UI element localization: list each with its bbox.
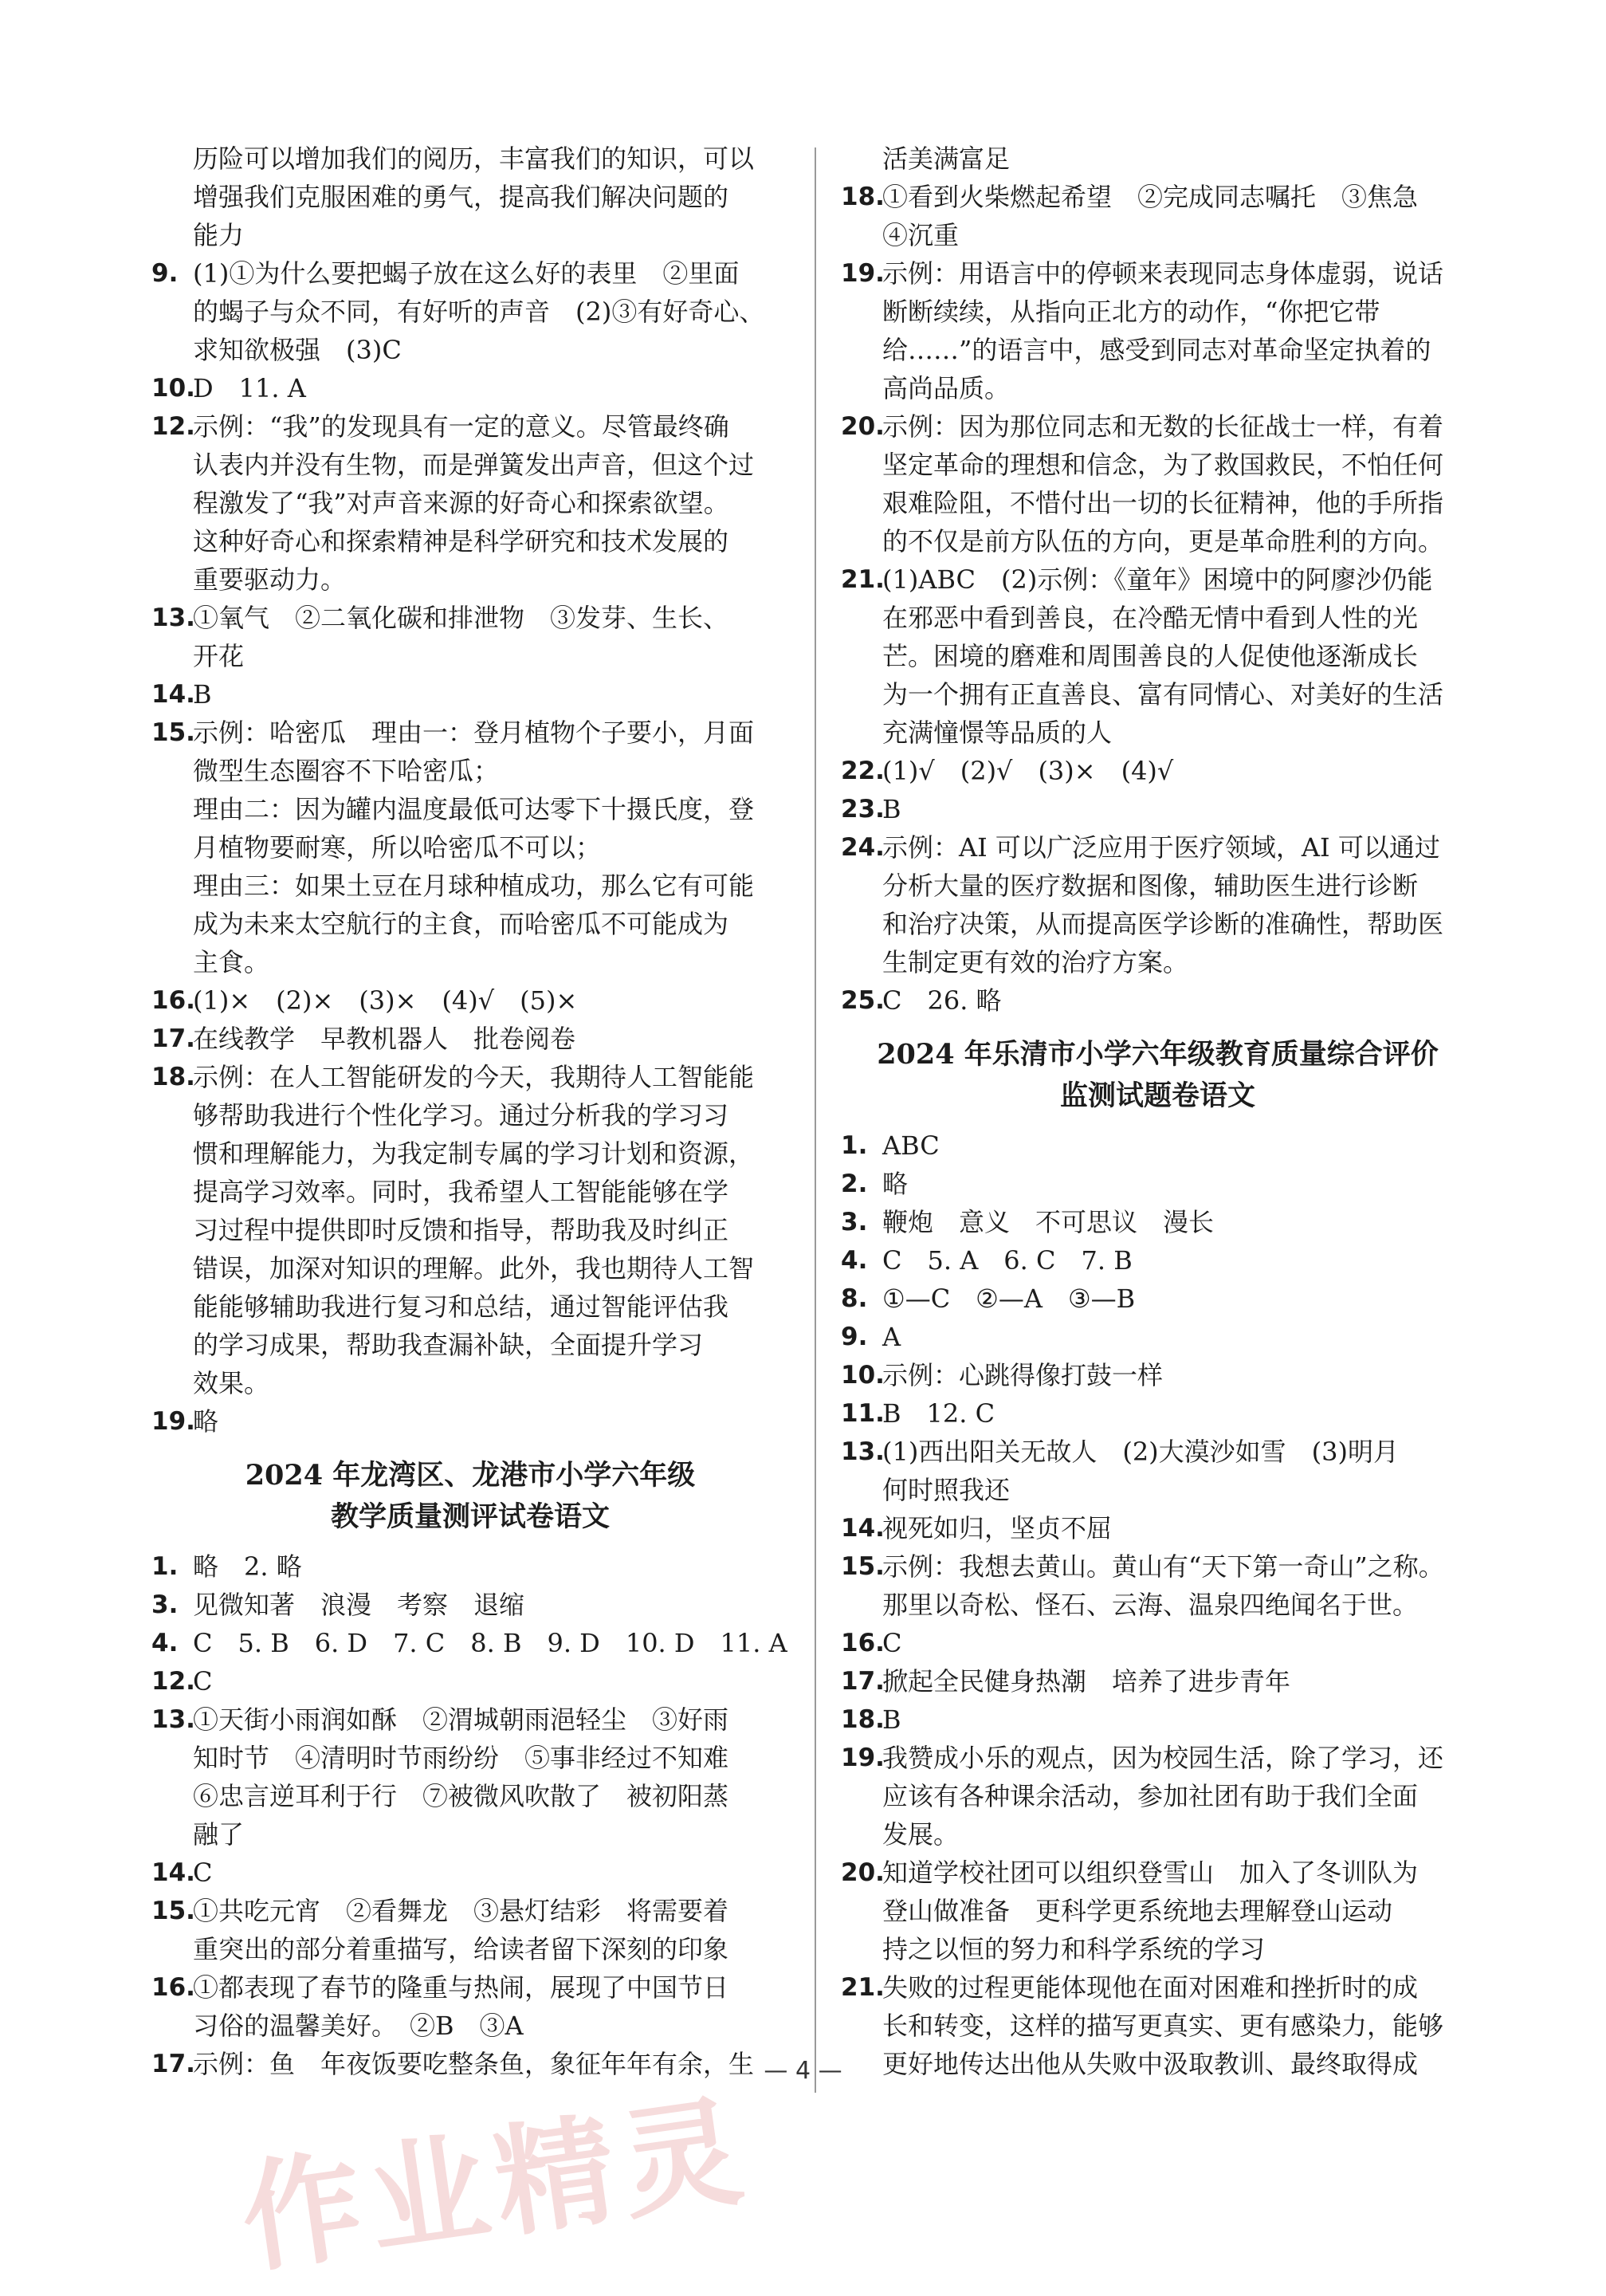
answer-text-line: 的不仅是前方队伍的方向，更是革命胜利的方向。: [882, 526, 1444, 556]
answer-text-line: C 26. 略: [882, 985, 1002, 1016]
answer-number: 4.: [151, 1629, 179, 1657]
answer-number: 18.: [841, 183, 885, 211]
answer-text-line: 理由三：如果土豆在月球种植成功，那么它有可能: [193, 871, 755, 901]
answer-item: [151, 407, 789, 599]
answer-text-line: 程激发了“我”对声音来源的好奇心和探索欲望。: [193, 488, 729, 518]
answer-text-line: 主食。: [193, 947, 270, 977]
answer-text-line: ①氧气 ②二氧化碳和排泄物 ③发芽、生长、: [193, 603, 729, 633]
answer-item: [841, 178, 1474, 254]
answer-text-line: 坚定革命的理想和信念，为了救国救民，不怕任何: [882, 450, 1444, 480]
answer-item: [151, 1624, 789, 1662]
answer-number: 1.: [841, 1131, 868, 1160]
text-line: 增强我们克服困难的勇气，提高我们解决问题的: [193, 182, 729, 212]
answer-text-line: C: [193, 1858, 213, 1888]
answer-text-line: ④沉重: [882, 220, 960, 250]
answer-item: [841, 1318, 1474, 1356]
answer-item: [151, 981, 789, 1020]
answer-number: 16.: [151, 986, 195, 1015]
answer-item: [841, 752, 1474, 790]
answer-text-line: (1)①为什么要把蝎子放在这么好的表里 ②里面: [193, 258, 740, 289]
answer-number: 2.: [841, 1170, 868, 1198]
answer-text-line: 认表内并没有生物，而是弹簧发出声音，但这个过: [193, 450, 755, 480]
answer-item: [841, 1356, 1474, 1394]
answer-text-line: 登山做准备 更科学更系统地去理解登山运动: [882, 1896, 1393, 1926]
answer-item: [151, 369, 789, 407]
answer-text-line: 够帮助我进行个性化学习。通过分析我的学习习: [193, 1100, 729, 1130]
answer-number: 18.: [841, 1705, 885, 1734]
answer-item: [151, 1854, 789, 1892]
answer-item: [151, 1968, 789, 2045]
answer-text-line: 融了: [193, 1819, 245, 1850]
right-answer-list-a: [841, 178, 1474, 1020]
answer-number: 3.: [151, 1590, 179, 1619]
answer-text-line: 求知欲极强 (3)C: [193, 335, 402, 365]
answer-text-line: 略: [193, 1406, 219, 1437]
section-title-line: 2024 年龙湾区、龙港市小学六年级: [245, 1459, 696, 1492]
answer-item: [151, 714, 789, 981]
answer-text-line: 更好地传达出他从失败中汲取教训、最终取得成: [882, 2049, 1419, 2079]
answer-number: 16.: [151, 1973, 195, 2002]
answer-text-line: B: [193, 679, 212, 710]
answer-text-line: 示例：用语言中的停顿来表现同志身体虚弱，说话: [882, 258, 1444, 289]
answer-number: 15.: [151, 718, 195, 747]
answer-text-line: 失败的过程更能体现他在面对困难和挫折时的成: [882, 1972, 1419, 2003]
answer-text-line: 长和转变，这样的描写更真实、更有感染力，能够: [882, 2011, 1444, 2041]
answer-number: 9.: [841, 1323, 868, 1351]
answer-item: [151, 1586, 789, 1624]
answer-text-line: C: [193, 1666, 213, 1696]
answer-number: 19.: [841, 259, 885, 288]
answer-text-line: 提高学习效率。同时，我希望人工智能能够在学: [193, 1177, 729, 1207]
answer-item: [151, 1892, 789, 1968]
answer-text-line: ①都表现了春节的隆重与热闹，展现了中国节日: [193, 1972, 729, 2003]
answer-text-line: 生制定更有效的治疗方案。: [882, 947, 1189, 977]
answer-item: [841, 1165, 1474, 1203]
answer-text-line: C 5. B 6. D 7. C 8. B 9. D 10. D 11. A: [193, 1628, 787, 1658]
answer-number: 20.: [841, 1858, 885, 1887]
answer-text-line: C: [882, 1628, 902, 1658]
answer-number: 15.: [151, 1897, 195, 1925]
section-title-longwan: [151, 1455, 789, 1538]
answer-number: 20.: [841, 412, 885, 441]
answer-text-line: 在邪恶中看到善良，在冷酷无情中看到人性的光: [882, 603, 1419, 633]
answer-number: 25.: [841, 986, 885, 1015]
answer-text-line: ⑥忠言逆耳利于行 ⑦被微风吹散了 被初阳蒸: [193, 1781, 729, 1811]
answer-text-line: 能能够辅助我进行复习和总结，通过智能评估我: [193, 1292, 729, 1322]
answer-number: 8.: [841, 1284, 868, 1313]
answer-item: [841, 560, 1474, 752]
answer-number: 4.: [841, 1246, 868, 1275]
answer-number: 13.: [151, 603, 195, 632]
answer-item: [841, 1854, 1474, 1968]
answer-text-line: 示例：哈密瓜 理由一：登月植物个子要小，月面: [193, 718, 755, 748]
answer-number: 23.: [841, 795, 885, 824]
answer-item: [841, 981, 1474, 1020]
page-number: — 4 —: [764, 2057, 842, 2085]
answer-text-line: 的蝎子与众不同，有好听的声音 (2)③有好奇心、: [193, 297, 765, 327]
answer-number: 14.: [841, 1514, 885, 1543]
answer-number: 3.: [841, 1208, 868, 1236]
answer-number: 17.: [841, 1667, 885, 1696]
answer-item: [841, 1547, 1474, 1624]
answer-text-line: 视死如归，坚贞不屈: [882, 1513, 1113, 1543]
answer-text-line: 给……”的语言中，感受到同志对革命坚定执着的: [882, 335, 1431, 365]
answer-text-line: 惯和理解能力，为我定制专属的学习计划和资源，: [193, 1138, 755, 1169]
answer-item: [841, 1700, 1474, 1739]
answer-text-line: D 11. A: [193, 373, 306, 403]
answer-text-line: C 5. A 6. C 7. B: [882, 1245, 1133, 1276]
answer-text-line: ①—C ②—A ③—B: [882, 1284, 1136, 1314]
answer-item: [841, 1203, 1474, 1241]
answer-text-line: 知时节 ④清明时节雨纷纷 ⑤事非经过不知难: [193, 1743, 729, 1773]
answer-number: 18.: [151, 1063, 195, 1091]
answer-text-line: 重突出的部分着重描写，给读者留下深刻的印象: [193, 1934, 729, 1964]
answer-text-line: 在线教学 早教机器人 批卷阅卷: [193, 1024, 576, 1054]
answer-item: [151, 254, 789, 369]
answer-text-line: 示例：“我”的发现具有一定的意义。尽管最终确: [193, 411, 729, 442]
answer-item: [841, 790, 1474, 828]
answer-text-line: 开花: [193, 641, 245, 671]
answer-text-line: ①天街小雨润如酥 ②渭城朝雨浥轻尘 ③好雨: [193, 1704, 729, 1735]
answer-number: 24.: [841, 833, 885, 862]
answer-text-line: (1)× (2)× (3)× (4)√ (5)×: [193, 985, 578, 1016]
answer-item: [151, 1547, 789, 1586]
answer-item: [841, 1509, 1474, 1547]
answer-text-line: 的学习成果，帮助我查漏补缺，全面提升学习: [193, 1330, 704, 1360]
answer-number: 14.: [151, 1858, 195, 1887]
answer-item: [151, 1662, 789, 1700]
right-continuation: [841, 140, 1474, 178]
answer-text-line: 成为未来太空航行的主食，而哈密瓜不可能成为: [193, 909, 729, 939]
answer-text-line: ABC: [882, 1130, 940, 1161]
section-title-line: 监测试题卷语文: [1059, 1079, 1255, 1112]
answer-text-line: 持之以恒的努力和科学系统的学习: [882, 1934, 1266, 1964]
answer-text-line: B 12. C: [882, 1398, 995, 1429]
answer-number: 21.: [841, 565, 885, 594]
answer-item: [151, 1402, 789, 1441]
answer-item: [841, 254, 1474, 407]
answer-item: [841, 1280, 1474, 1318]
answer-number: 22.: [841, 757, 885, 785]
answer-text-line: 示例：因为那位同志和无数的长征战士一样，有着: [882, 411, 1444, 442]
answer-text-line: 理由二：因为罐内温度最低可达零下十摄氏度，登: [193, 794, 755, 824]
answer-number: 15.: [841, 1552, 885, 1581]
section-title-line: 2024 年乐清市小学六年级教育质量综合评价: [877, 1038, 1439, 1071]
answer-number: 19.: [841, 1744, 885, 1772]
answer-text-line: 示例：鱼 年夜饭要吃整条鱼，象征年年有余，生: [193, 2049, 755, 2079]
answer-text-line: 掀起全民健身热潮 培养了进步青年: [882, 1666, 1291, 1696]
answer-text-line: 我赞成小乐的观点，因为校园生活，除了学习，还: [882, 1743, 1444, 1773]
answer-item: [841, 828, 1474, 981]
answer-text-line: 微型生态圈容不下哈密瓜；: [193, 756, 500, 786]
answer-item: [841, 1241, 1474, 1280]
answer-text-line: 何时照我还: [882, 1475, 1011, 1505]
answer-item: [151, 1700, 789, 1854]
left-continuation: [151, 140, 789, 254]
answer-text-line: 鞭炮 意义 不可思议 漫长: [882, 1207, 1215, 1237]
answer-text-line: 分析大量的医疗数据和图像，辅助医生进行诊断: [882, 871, 1419, 901]
answer-text-line: 发展。: [882, 1819, 960, 1850]
answer-text-line: ①看到火柴燃起希望 ②完成同志嘱托 ③焦急: [882, 182, 1419, 212]
answer-item: [151, 675, 789, 714]
answer-text-line: 错误，加深对知识的理解。此外，我也期待人工智: [193, 1253, 755, 1284]
text-line: 能力: [193, 220, 245, 250]
answer-text-line: A: [882, 1322, 901, 1352]
answer-item: [151, 1020, 789, 1058]
answer-number: 10.: [841, 1361, 885, 1390]
answer-number: 1.: [151, 1552, 179, 1581]
answer-item: [841, 1624, 1474, 1662]
answer-number: 17.: [151, 1024, 195, 1053]
section-title-yueqing: [841, 1034, 1474, 1117]
answer-text-line: 略 2. 略: [193, 1551, 302, 1582]
answer-number: 13.: [841, 1437, 885, 1466]
answer-text-line: 见微知著 浪漫 考察 退缩: [193, 1590, 525, 1620]
answer-text-line: 习俗的温馨美好。 ②B ③A: [193, 2011, 524, 2041]
answer-text-line: 应该有各种课余活动，参加社团有助于我们全面: [882, 1781, 1419, 1811]
answer-text-line: 那里以奇松、怪石、云海、温泉四绝闻名于世。: [882, 1590, 1419, 1620]
answer-text-line: 高尚品质。: [882, 373, 1011, 403]
answer-item: [841, 1662, 1474, 1700]
answer-number: 10.: [151, 374, 195, 403]
answer-number: 9.: [151, 259, 179, 288]
answer-text-line: 这种好奇心和探索精神是科学研究和技术发展的: [193, 526, 729, 556]
answer-text-line: 示例：我想去黄山。黄山有“天下第一奇山”之称。: [882, 1551, 1444, 1582]
answer-text-line: 为一个拥有正直善良、富有同情心、对美好的生活: [882, 679, 1444, 710]
answer-number: 12.: [151, 412, 195, 441]
answer-text-line: 示例：心跳得像打鼓一样: [882, 1360, 1164, 1390]
answer-number: 12.: [151, 1667, 195, 1696]
left-column: [151, 140, 789, 2083]
answer-item: [841, 1739, 1474, 1854]
answer-text-line: 略: [882, 1169, 909, 1199]
answer-item: [151, 1058, 789, 1402]
answer-text-line: (1)西出阳关无故人 (2)大漠沙如雪 (3)明月: [882, 1437, 1399, 1467]
text-line: 历险可以增加我们的阅历，丰富我们的知识，可以: [193, 144, 755, 174]
answer-number: 16.: [841, 1629, 885, 1657]
right-column: [841, 140, 1474, 2083]
answer-number: 19.: [151, 1407, 195, 1436]
answer-item: [841, 1394, 1474, 1433]
answer-text-line: 知道学校社团可以组织登雪山 加入了冬训队为: [882, 1858, 1419, 1888]
answer-text-line: 和治疗决策，从而提高医学诊断的准确性，帮助医: [882, 909, 1444, 939]
left-answer-list-b: [151, 1547, 789, 2083]
answer-number: 11.: [841, 1399, 885, 1428]
answer-text-line: (1)√ (2)√ (3)× (4)√: [882, 756, 1174, 786]
answer-item: [841, 407, 1474, 560]
answer-number: 21.: [841, 1973, 885, 2002]
answer-item: [151, 599, 789, 675]
answer-number: 13.: [151, 1705, 195, 1734]
answer-text-line: 重要驱动力。: [193, 564, 347, 595]
answer-text-line: 效果。: [193, 1368, 270, 1398]
text-line: 活美满富足: [882, 144, 1011, 174]
answer-number: 14.: [151, 680, 195, 709]
answer-text-line: ①共吃元宵 ②看舞龙 ③悬灯结彩 将需要着: [193, 1896, 729, 1926]
answer-text-line: 芒。困境的磨难和周围善良的人促使他逐渐成长: [882, 641, 1419, 671]
answer-text-line: 示例：在人工智能研发的今天，我期待人工智能能: [193, 1062, 755, 1092]
answer-item: [841, 1126, 1474, 1165]
answer-text-line: 充满憧憬等品质的人: [882, 718, 1113, 748]
right-answer-list-b: [841, 1126, 1474, 2083]
column-divider: [815, 147, 816, 2093]
answer-text-line: 习过程中提供即时反馈和指导，帮助我及时纠正: [193, 1215, 729, 1245]
answer-text-line: 艰难险阻，不惜付出一切的长征精神，他的手所指: [882, 488, 1444, 518]
answer-text-line: (1)ABC (2)示例：《童年》困境中的阿廖沙仍能: [882, 564, 1433, 595]
answer-number: 17.: [151, 2050, 195, 2078]
section-title-line: 教学质量测评试卷语文: [330, 1500, 610, 1533]
answer-text-line: 示例：AI 可以广泛应用于医疗领域，AI 可以通过: [882, 832, 1440, 863]
answer-text-line: B: [882, 1704, 901, 1735]
answer-text-line: 月植物要耐寒，所以哈密瓜不可以；: [193, 832, 602, 863]
answer-text-line: 断断续续，从指向正北方的动作，“你把它带: [882, 297, 1380, 327]
answer-text-line: B: [882, 794, 901, 824]
watermark-logo: 作业精灵: [233, 2082, 758, 2290]
answer-item: [841, 1433, 1474, 1509]
left-answer-list-a: [151, 254, 789, 1441]
